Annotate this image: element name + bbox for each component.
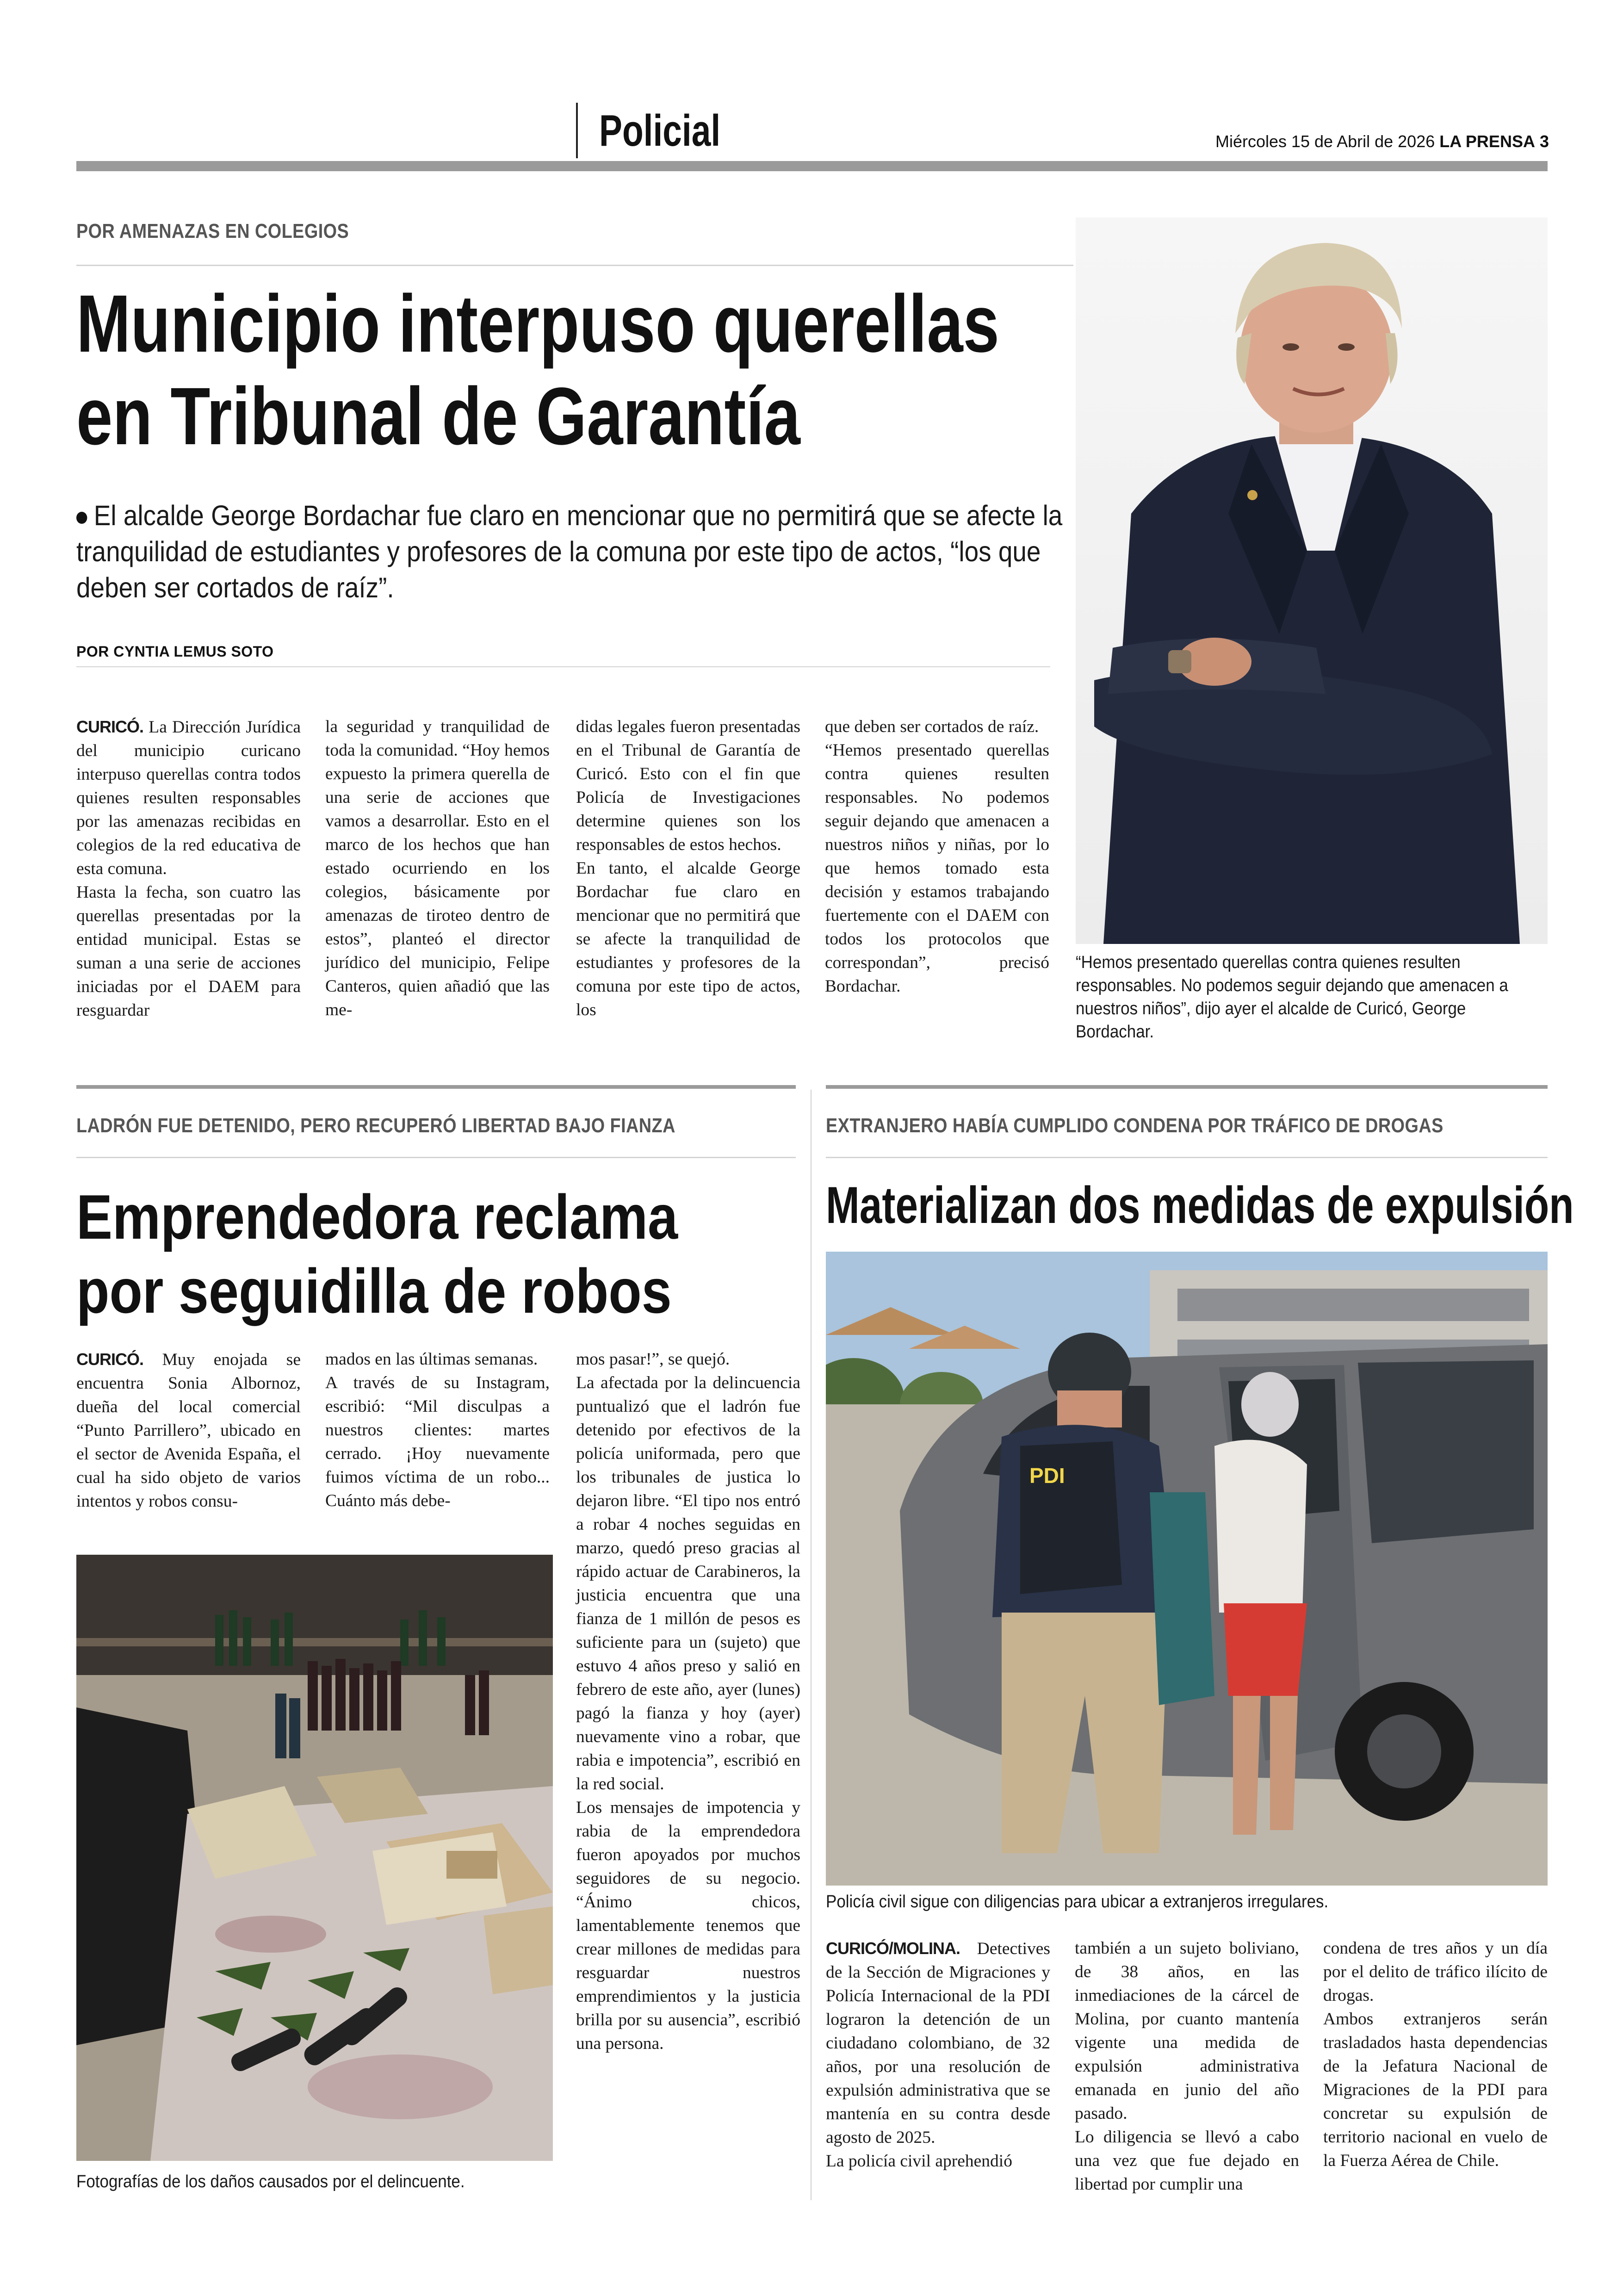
page-folio — [1157, 132, 1549, 151]
story1-column-3 — [576, 715, 800, 1022]
story1-col4b-text: “Hemos presentado querellas contra quienes resulten responsables. No podemos seguir dejando que amenacen a nuestros niños y niñas, por lo que hemos tomado esta decisión y estamos trabajando fuertemente con el DAEM con todos los protocolos que correspondan”, precisó Bordachar. — [825, 741, 1049, 996]
pdi-vest-label: PDI — [1029, 1464, 1065, 1488]
story3-kicker-rule — [826, 1157, 1548, 1158]
story1-headline-line2: en Tribunal de Garantía — [76, 371, 800, 462]
story3-col2b-text: Lo diligencia se llevó a cabo una vez que fue dejado en libertad por cumplir una — [1075, 2128, 1299, 2194]
section-title: Policial — [599, 106, 721, 155]
story1-photo-caption: “Hemos presentado querellas contra quienes resulten responsables. No podemos seguir dejando que amenacen a nuestros niños”, dijo ayer el alcalde de Curicó, George Bordachar. — [1076, 953, 1508, 1042]
story3-photo-caption: Policía civil sigue con diligencias para ubicar a extranjeros irregulares. — [826, 1892, 1329, 1911]
story1-col1-text: La Dirección Jurídica del municipio curicano interpuso querellas contra todos quienes resulten responsables por las amenazas recibidas en colegios de la red educativa de esta comuna. — [76, 718, 301, 878]
story3-col2-text: también a un sujeto boliviano, de 38 años, en las inmediaciones de la cárcel de Molina, por cuanto mantenía vigente una medida de expulsión administrativa emanada en junio del año pasado. — [1075, 1939, 1299, 2123]
story1-column-2 — [325, 715, 550, 1022]
story1-deck-text: El alcalde George Bordachar fue claro en mencionar que no permitirá que se afecte la tranquilidad de estudiantes y profesores de la comuna por este tipo de actos, “los que deben ser cortados de raíz”. — [76, 500, 1063, 603]
story3-headline: Materializan dos medidas de expulsión — [826, 1176, 1574, 1234]
story2-kicker-rule — [76, 1157, 796, 1158]
police-operation-photo — [826, 1252, 1548, 1886]
story1-headline — [76, 278, 999, 463]
mayor-figure-illustration — [1076, 217, 1548, 944]
section-divider — [576, 103, 578, 158]
story3-col1-text: Detectives de la Sección de Migraciones y Policía Internacional de la PDI lograron la detención de un ciudadano colombiano, de 32 años, por una resolución de expulsión administrativa que se mantenía en su contra desde agosto de 2025. — [826, 1939, 1050, 2147]
story2-col1-text: Muy enojada se encuentra Sonia Albornoz, dueña del local comercial “Punto Parrillero”, ubicado en el sector de Avenida España, el cual ha sido objeto de varios intentos y robos consu- — [76, 1350, 301, 1511]
story2-col2b-text: A través de su Instagram, escribió: “Mil disculpas a nuestros clientes: martes cerrado. ¡Hoy nuevamente fuimos víctima de un robo... Cuánto más debe- — [325, 1373, 550, 1510]
store-damage-photo — [76, 1555, 553, 2161]
story2-col3b-text: La afectada por la delincuencia puntualizó que el ladrón fue detenido por efectivos de la policía uniformada, pero que los tribunales de justica lo dejaron libre. “El tipo nos entró a robar 4 noches seguidas en marzo, quedó preso gracias al rápido actuar de Carabineros, la justicia encuentra que una fianza de 1 millón de pesos es suficiente para un (sujeto) que estuvo 4 años preso y salió en febrero de este año, ayer (lunes) pagó la fianza y hoy (ayer) nuevamente vino a robar, que rabia e impotencia”, escribió en la red social. — [576, 1373, 800, 1793]
police-scene-illustration — [826, 1252, 1548, 1886]
story1-byline: POR CYNTIA LEMUS SOTO — [76, 643, 274, 660]
bullet-icon — [76, 512, 87, 524]
story1-byline-rule — [76, 666, 1050, 667]
story1-column-4 — [825, 715, 1049, 998]
story1-dateline: CURICÓ. — [76, 717, 143, 736]
mayor-portrait-photo — [1076, 217, 1548, 944]
paper-name: LA PRENSA — [1439, 132, 1535, 151]
story1-col3b-text: En tanto, el alcalde George Bordachar fue claro en mencionar que no permitirá que se afecte la tranquilidad de estudiantes y profesores de la comuna por este tipo de actos, los — [576, 859, 800, 1019]
story3-col3b-text: Ambos extranjeros serán trasladados hasta dependencias de la Jefatura Nacional de Migraciones de la PDI para concretar su expulsión de territorio nacional en vuelo de la Fuerza Aérea de Chile. — [1323, 2010, 1548, 2170]
header-rule — [76, 161, 1548, 171]
page-number: 3 — [1539, 132, 1549, 151]
column-divider — [811, 1090, 812, 2200]
story3-column-1 — [826, 1936, 1050, 2173]
story1-kicker: POR AMENAZAS EN COLEGIOS — [76, 220, 349, 242]
story1-col3-text: didas legales fueron presentadas en el Tribunal de Garantía de Curicó. Esto con el fin que Policía de Investigaciones determine quienes son los responsables de estos hechos. — [576, 717, 800, 854]
story2-photo-caption: Fotografías de los daños causados por el delincuente. — [76, 2172, 465, 2191]
story2-headline-line1: Emprendedora reclama — [76, 1182, 678, 1252]
story2-column-3 — [576, 1347, 800, 2055]
story2-headline — [76, 1180, 678, 1328]
story2-col2-text: mados en las últimas semanas. — [325, 1350, 538, 1369]
story3-column-3 — [1323, 1936, 1548, 2172]
story2-col3c-text: Los mensajes de impotencia y rabia de la emprendedora fueron apoyados por muchos seguidores de su negocio. “Ánimo chicos, lamentablemente tenemos que crear millones de medidas para resguardar nuestros emprendimientos y la justicia brilla por su ausencia”, escribió una persona. — [576, 1798, 800, 2053]
story3-top-rule — [826, 1085, 1548, 1089]
story2-dateline: CURICÓ. — [76, 1350, 143, 1369]
story1-col4-text: que deben ser cortados de raíz. — [825, 717, 1039, 736]
story3-column-2 — [1075, 1936, 1299, 2196]
story3-col3-text: condena de tres años y un día por el delito de tráfico ilícito de drogas. — [1323, 1939, 1548, 2005]
story3-kicker: EXTRANJERO HABÍA CUMPLIDO CONDENA POR TRÁFICO DE DROGAS — [826, 1114, 1443, 1137]
story3-dateline: CURICÓ/MOLINA. — [826, 1939, 960, 1958]
story1-deck — [76, 497, 1084, 606]
story1-kicker-rule — [76, 265, 1073, 266]
damage-scene-illustration — [76, 1555, 553, 2161]
issue-date: Miércoles 15 de Abril de 2026 — [1215, 132, 1435, 151]
story2-kicker: LADRÓN FUE DETENIDO, PERO RECUPERÓ LIBERTAD BAJO FIANZA — [76, 1114, 675, 1137]
story1-col2-text: la seguridad y tranquilidad de toda la comunidad. “Hoy hemos expuesto la primera querella de una serie de acciones que vamos a desarrollar. Esto en el marco de los hechos que han estado ocurriendo en los colegios, básicamente por amenazas de tiroteo dentro de estos”, planteó el director jurídico del municipio, Felipe Canteros, quien añadió que las me- — [325, 717, 550, 1019]
story3-col1b-text: La policía civil aprehendió — [826, 2152, 1012, 2171]
story2-col3-text: mos pasar!”, se quejó. — [576, 1350, 730, 1369]
story2-column-2 — [325, 1347, 550, 1513]
story1-column-1 — [76, 715, 301, 1022]
story2-column-1 — [76, 1347, 301, 1513]
story1-headline-line1: Municipio interpuso querellas — [76, 279, 999, 369]
story2-top-rule — [76, 1085, 796, 1089]
story2-headline-line2: por seguidilla de robos — [76, 1256, 672, 1326]
story1-col1b-text: Hasta la fecha, son cuatro las querellas presentadas por la entidad municipal. Estas se suman a una serie de acciones iniciadas por el DAEM para resguardar — [76, 883, 301, 1020]
